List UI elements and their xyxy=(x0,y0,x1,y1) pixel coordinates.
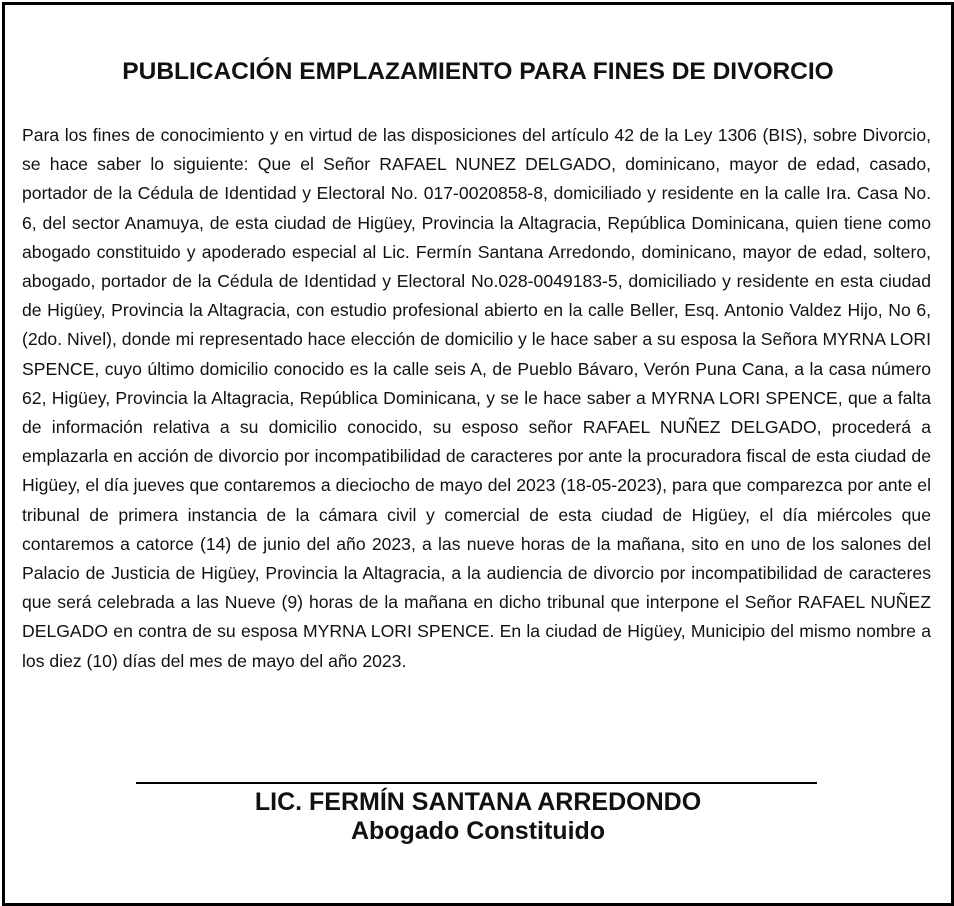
signer-name: LIC. FERMÍN SANTANA ARREDONDO xyxy=(254,788,702,816)
signer-role: Abogado Constituido xyxy=(350,817,606,845)
notice-title: PUBLICACIÓN EMPLAZAMIENTO PARA FINES DE DIVORCIO xyxy=(122,58,834,85)
signature-line xyxy=(136,782,817,784)
notice-body: Para los fines de conocimiento y en virtud de las disposiciones del artículo 42 de la Ley 1306 (BIS), sobre Divorcio, se hace saber lo siguiente: Que el Señor RAFAEL NUNEZ DELGADO, dominicano, mayor de edad, casado, portador de la Cédula de Identidad y Electoral No. 017-0020858-8, domiciliado y residente en la calle Ira. Casa No. 6, del sector Anamuya, de esta ciudad de Higüey, Provincia la Altagracia, República Dominicana, quien tiene como abogado constituido y apoderado especial al Lic. Fermín Santana Arredondo, dominicano, mayor de edad, soltero, abogado, portador de la Cédula de Identidad y Electoral No.028-0049183-5, domiciliado y residente en esta ciudad de Higüey, Provincia la Altagracia, con estudio profesional abierto en la calle Beller, Esq. Antonio Valdez Hijo, No 6, (2do. Nivel), donde mi representado hace elección de domicilio y le hace saber a su esposa la Señora MYRNA LORI SPENCE, cuyo último domicilio conocido es la calle seis A, de Pueblo Bávaro, Verón Puna Cana, a la casa número 62, Higüey, Provincia la Altagracia, República Dominicana, y se le hace saber a MYRNA LORI SPENCE, que a falta de información relativa a su domicilio conocido, su esposo señor RAFAEL NUÑEZ DELGADO, procederá a emplazarla en acción de divorcio por incompatibilidad de caracteres por ante la procuradora fiscal de esta ciudad de Higüey, el día jueves que contaremos a dieciocho de mayo del 2023 (18-05-2023), para que comparezca por ante el tribunal de primera instancia de la cámara civil y comercial de esta ciudad de Higüey, el día miércoles que contaremos a catorce (14) de junio del año 2023, a las nueve horas de la mañana, sito en uno de los salones del Palacio de Justicia de Higüey, Provincia la Altagracia, a la audiencia de divorcio por incompatibilidad de caracteres que será celebrada a las Nueve (9) horas de la mañana en dicho tribunal que interpone el Señor RAFAEL NUÑEZ DELGADO en contra de su esposa MYRNA LORI SPENCE. En la ciudad de Higüey, Municipio del mismo nombre a los diez (10) días del mes de mayo del año 2023. xyxy=(22,125,931,671)
notice-frame xyxy=(2,2,954,906)
